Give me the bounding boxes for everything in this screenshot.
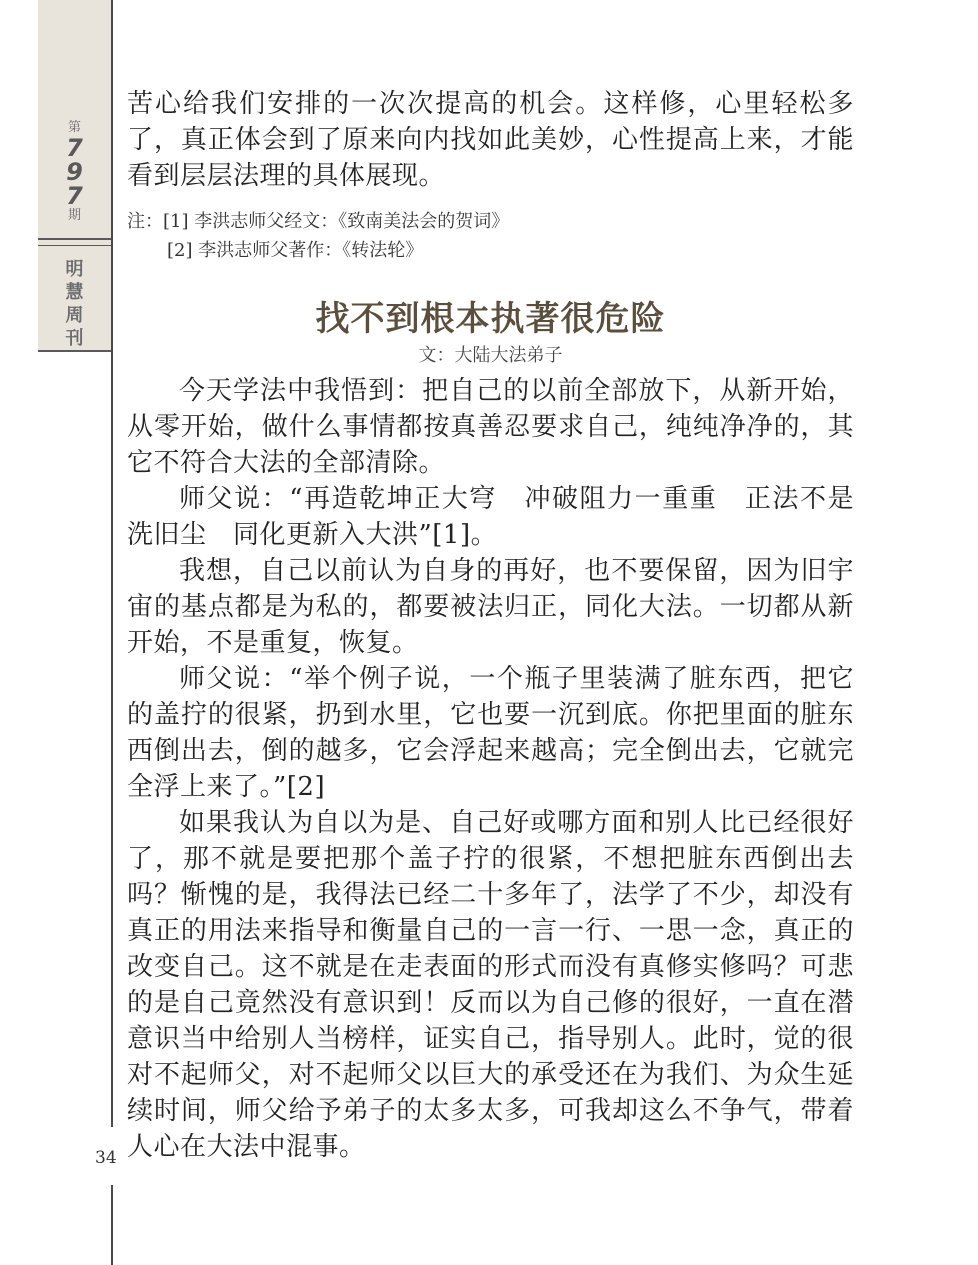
article-paragraph: 今天学法中我悟到：把自己的以前全部放下，从新开始，从零开始，做什么事情都按真善忍要求自己，纯纯净净的，其它不符合大法的全部清除。 <box>127 376 854 478</box>
sidebar-divider <box>38 238 111 246</box>
footnote-1: 注：[1] 李洪志师父经文：《致南美法会的贺词》 <box>127 211 510 232</box>
issue-suffix: 期 <box>67 208 81 223</box>
margin-rule <box>111 0 113 1127</box>
issue-number: 7 9 7 <box>66 134 83 210</box>
article-paragraph: 如果我认为自以为是、自己好或哪方面和别人比已经很好了，那不就是要把那个盖子拧的很紧，不想把脏东西倒出去吗？惭愧的是，我得法已经二十多年了，法学了不少，却没有真正的用法来指导和衡量自己的一言一行、一思一念，真正的改变自己。这不就是在走表面的形式而没有真修实修吗？可悲的是自己竟然没有意识到！反而以为自己修的很好，一直在潜意识当中给别人当榜样，证实自己，指导别人。此时，觉的很对不起师父，对不起师父以巨大的承受还在为我们、为众生延续时间，师父给予弟子的太多太多，可我却这么不争气，带着人心在大法中混事。 <box>127 808 854 1162</box>
sidebar-bottom-border <box>38 350 111 352</box>
issue-label <box>38 120 111 235</box>
article-paragraph: 师父说：“再造乾坤正大穹 冲破阻力一重重 正法不是洗旧尘 同化更新入大洪”[1]。 <box>127 484 854 550</box>
article-paragraph: 我想，自己以前认为自身的再好，也不要保留，因为旧宇宙的基点都是为私的，都要被法归正，同化大法。一切都从新开始，不是重复，恢复。 <box>127 556 854 658</box>
footnotes <box>127 207 854 265</box>
article-title: 找不到根本执著很危险 <box>315 299 666 339</box>
page-number: 34 <box>95 1148 117 1168</box>
article-byline: 文：大陆大法弟子 <box>418 345 563 366</box>
footnote-2: [2] 李洪志师父著作：《转法轮》 <box>167 240 424 261</box>
margin-rule-bottom <box>111 1185 113 1265</box>
page-content <box>127 86 854 1165</box>
intro-paragraph: 苦心给我们安排的一次次提高的机会。这样修，心里轻松多了，真正体会到了原来向内找如此美妙，心性提高上来，才能看到层层法理的具体展现。 <box>127 89 854 191</box>
article-paragraph: 师父说：“举个例子说，一个瓶子里装满了脏东西，把它的盖拧的很紧，扔到水里，它也要一沉到底。你把里面的脏东西倒出去，倒的越多，它会浮起来越高；完全倒出去，它就完全浮上来了。”[2] <box>127 664 854 802</box>
magazine-title: 明 慧 周 刊 <box>65 259 84 349</box>
issue-prefix: 第 <box>67 120 81 135</box>
